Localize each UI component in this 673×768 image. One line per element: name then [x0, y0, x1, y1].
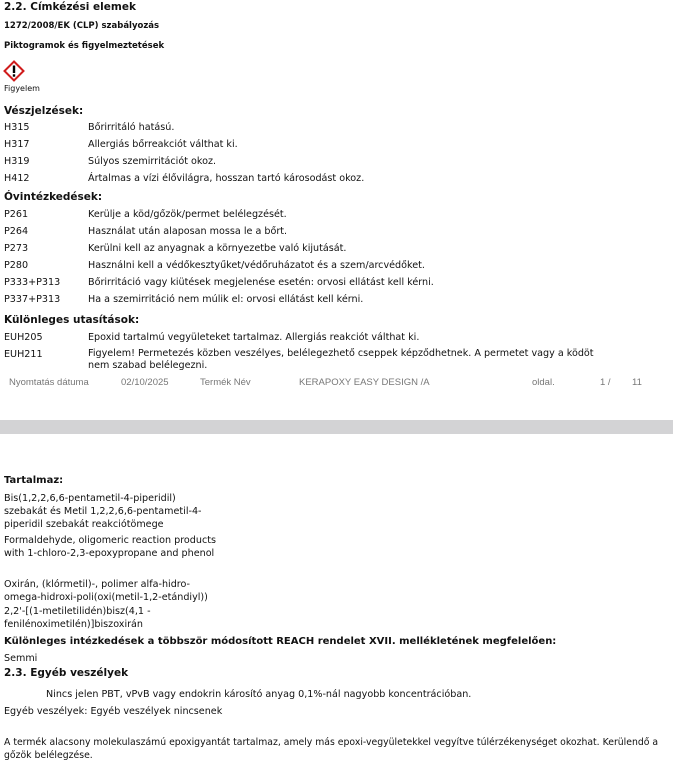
special-code: EUH211	[4, 349, 43, 360]
other-hazards-title: 2.3. Egyéb veszélyek	[4, 667, 129, 679]
hazard-text: Bőrirritáló hatású.	[88, 122, 175, 133]
page-total: 11	[632, 377, 642, 388]
ingredient: Oxirán, (klórmetil)-, polimer alfa-hidro- omega-hidroxi-poli(oxi(metil-1,2-etándiyl))	[4, 579, 208, 603]
precaution-code: P261	[4, 209, 29, 220]
page-label: oldal.	[532, 377, 555, 388]
precaution-text: Kerülje a köd/gőzök/permet belélegzését.	[88, 209, 287, 220]
special-heading: Különleges utasítások:	[4, 314, 140, 326]
print-date: 02/10/2025	[121, 377, 169, 388]
special-code: EUH205	[4, 332, 43, 343]
ingredient: Formaldehyde, oligomeric reaction products with 1-chloro-2,3-epoxypropane and phenol	[4, 535, 217, 559]
precaution-code: P280	[4, 260, 29, 271]
reach-heading: Különleges intézkedések a többször módosított REACH rendelet XVII. mellékletének megfelelően:	[4, 636, 557, 647]
hazard-text: Ártalmas a vízi élővilágra, hosszan tartó károsodást okoz.	[88, 173, 365, 184]
precaution-code: P333+P313	[4, 277, 61, 288]
precaution-code: P273	[4, 243, 29, 254]
hazard-text: Súlyos szemirritációt okoz.	[88, 156, 217, 167]
special-text: Figyelem! Permetezés közben veszélyes, belélegezhető cseppek képződhetnek. A permetet vagy a ködöt nem szabad belélegezni.	[88, 348, 594, 371]
precaution-text: Használat után alaposan mossa le a bőrt.	[88, 226, 288, 237]
special-text: Epoxid tartalmú vegyületeket tartalmaz. Allergiás reakciót válthat ki.	[88, 332, 420, 343]
reach-value: Semmi	[4, 653, 38, 664]
product-label: Termék Név	[200, 377, 251, 388]
hazard-code: H412	[4, 173, 30, 184]
page-current: 1 /	[600, 377, 611, 388]
final-note: A termék alacsony molekulaszámú epoxigyantát tartalmaz, amely más epoxi-vegyületekkel vegyítve túlérzékenységet okozhat. Kerülendő a gőzök belélegzése.	[4, 737, 659, 761]
ingredient: 2,2'-[(1-metiletilidén)bisz(4,1 - fenilénoximetilén)]biszoxirán	[4, 606, 151, 630]
precaution-text: Ha a szemirritáció nem múlik el: orvosi ellátást kell kérni.	[88, 294, 364, 305]
precaution-code: P337+P313	[4, 294, 61, 305]
signal-word: Figyelem	[4, 84, 40, 93]
product-name: KERAPOXY EASY DESIGN /A	[299, 377, 430, 388]
precaution-text: Használni kell a védőkesztyűket/védőruházatot és a szem/arcvédőket.	[88, 260, 425, 271]
regulation-heading: 1272/2008/EK (CLP) szabályozás	[4, 21, 160, 31]
precaution-text: Kerülni kell az anyagnak a környezetbe való kijutását.	[88, 243, 347, 254]
hazard-code: H315	[4, 122, 30, 133]
print-date-label: Nyomtatás dátuma	[9, 377, 89, 388]
other-hazards: Egyéb veszélyek: Egyéb veszélyek nincsenek	[4, 706, 223, 717]
pbt-statement: Nincs jelen PBT, vPvB vagy endokrin károsító anyag 0,1%-nál nagyobb koncentrációban.	[46, 689, 472, 700]
hazard-text: Allergiás bőrreakciót válthat ki.	[88, 139, 238, 150]
contains-heading: Tartalmaz:	[4, 475, 64, 486]
precaution-heading: Óvintézkedések:	[4, 191, 103, 203]
section-title: 2.2. Címkézési elemek	[4, 1, 136, 13]
precaution-text: Bőrirritáció vagy kiütések megjelenése esetén: orvosi ellátást kell kérni.	[88, 277, 434, 288]
hazard-code: H317	[4, 139, 30, 150]
pictograms-heading: Piktogramok és figyelmeztetések	[4, 41, 165, 51]
ingredient: Bis(1,2,2,6,6-pentametil-4-piperidil) szebakát és Metil 1,2,2,6,6-pentametil-4- piperidil szebakát reakciótömege	[4, 493, 202, 530]
precaution-code: P264	[4, 226, 29, 237]
hazard-heading: Vészjelzések:	[4, 105, 84, 117]
exclamation-mark-diamond-icon	[3, 60, 25, 86]
page-separator	[0, 420, 673, 434]
hazard-code: H319	[4, 156, 30, 167]
